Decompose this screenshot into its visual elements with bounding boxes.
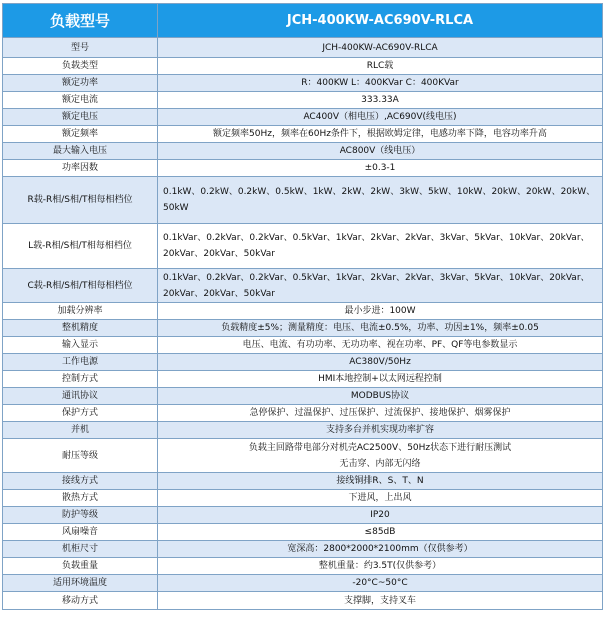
spec-value: IP20 <box>158 507 603 524</box>
spec-value: HMI本地控制+以太网远程控制 <box>158 371 603 388</box>
table-row <box>3 92 603 109</box>
spec-label: 额定功率 <box>3 75 158 92</box>
spec-value: 宽深高：2800*2000*2100mm（仅供参考） <box>158 541 603 558</box>
spec-body <box>3 38 603 610</box>
spec-value: 下进风，上出风 <box>158 490 603 507</box>
spec-table <box>2 3 603 610</box>
spec-label: C载-R相/S相/T相每相档位 <box>3 269 158 303</box>
table-row <box>3 388 603 405</box>
spec-label: 负载类型 <box>3 58 158 75</box>
header-label: 负载型号 <box>3 4 158 38</box>
table-row <box>3 160 603 177</box>
spec-label: 负载重量 <box>3 558 158 575</box>
spec-label: R载-R相/S相/T相每相档位 <box>3 177 158 224</box>
spec-label: 输入显示 <box>3 337 158 354</box>
table-header-row <box>3 4 603 38</box>
spec-value: -20°C~50°C <box>158 575 603 592</box>
spec-value: 急停保护、过温保护、过压保护、过流保护、接地保护、烟雾保护 <box>158 405 603 422</box>
spec-label: 防护等级 <box>3 507 158 524</box>
spec-label: 额定电压 <box>3 109 158 126</box>
table-row <box>3 541 603 558</box>
table-row <box>3 575 603 592</box>
spec-label: 额定频率 <box>3 126 158 143</box>
spec-label: 移动方式 <box>3 592 158 610</box>
spec-value: 333.33A <box>158 92 603 109</box>
spec-label: 额定电流 <box>3 92 158 109</box>
table-row <box>3 126 603 143</box>
spec-value: 额定频率50Hz，频率在60Hz条件下，根据欧姆定律，电感功率下降，电容功率升高 <box>158 126 603 143</box>
spec-value: JCH-400KW-AC690V-RLCA <box>158 38 603 58</box>
table-row <box>3 320 603 337</box>
table-row <box>3 354 603 371</box>
table-row <box>3 592 603 610</box>
spec-label: 风扇噪音 <box>3 524 158 541</box>
table-row <box>3 75 603 92</box>
spec-value: AC380V/50Hz <box>158 354 603 371</box>
spec-label: 适用环境温度 <box>3 575 158 592</box>
spec-value: 0.1kW、0.2kW、0.2kW、0.5kW、1kW、2kW、2kW、3kW、5kW、10kW、20kW、20kW、20kW、50kW <box>158 177 603 224</box>
spec-label: 机柜尺寸 <box>3 541 158 558</box>
table-row <box>3 38 603 58</box>
table-row <box>3 269 603 303</box>
table-row <box>3 109 603 126</box>
spec-value: 最小步进：100W <box>158 303 603 320</box>
table-row <box>3 177 603 224</box>
spec-value: MODBUS协议 <box>158 388 603 405</box>
table-row <box>3 371 603 388</box>
spec-label: 散热方式 <box>3 490 158 507</box>
spec-value: 整机重量：约3.5T(仅供参考） <box>158 558 603 575</box>
spec-label: 型号 <box>3 38 158 58</box>
table-row <box>3 422 603 439</box>
spec-value: 0.1kVar、0.2kVar、0.2kVar、0.5kVar、1kVar、2kVar、2kVar、3kVar、5kVar、10kVar、20kVar、20kVar、20kVar、50kVar <box>158 224 603 269</box>
spec-value: 负载精度±5%；测量精度：电压、电流±0.5%，功率、功因±1%，频率±0.05 <box>158 320 603 337</box>
spec-value: 接线铜排R、S、T、N <box>158 473 603 490</box>
spec-value: ±0.3-1 <box>158 160 603 177</box>
header-model: JCH-400KW-AC690V-RLCA <box>158 4 603 38</box>
table-row <box>3 558 603 575</box>
table-row <box>3 524 603 541</box>
spec-value: AC800V（线电压） <box>158 143 603 160</box>
table-row <box>3 507 603 524</box>
spec-label: 整机精度 <box>3 320 158 337</box>
table-row <box>3 490 603 507</box>
spec-value: 支持多台并机实现功率扩容 <box>158 422 603 439</box>
spec-label: 加载分辨率 <box>3 303 158 320</box>
spec-label: 最大输入电压 <box>3 143 158 160</box>
spec-value: RLC载 <box>158 58 603 75</box>
spec-value: 支撑脚，支持叉车 <box>158 592 603 610</box>
spec-label: 工作电源 <box>3 354 158 371</box>
spec-label: 保护方式 <box>3 405 158 422</box>
spec-label: 控制方式 <box>3 371 158 388</box>
spec-value: 电压、电流、有功功率、无功功率、视在功率、PF、QF等电参数显示 <box>158 337 603 354</box>
spec-value: R：400KW L：400KVar C：400KVar <box>158 75 603 92</box>
spec-label: 功率因数 <box>3 160 158 177</box>
table-row <box>3 405 603 422</box>
table-row <box>3 473 603 490</box>
spec-value: AC400V（相电压）,AC690V(线电压) <box>158 109 603 126</box>
table-row <box>3 303 603 320</box>
table-row <box>3 58 603 75</box>
table-row <box>3 224 603 269</box>
table-row <box>3 143 603 160</box>
spec-label: L载-R相/S相/T相每相档位 <box>3 224 158 269</box>
spec-value: 0.1kVar、0.2kVar、0.2kVar、0.5kVar、1kVar、2kVar、2kVar、3kVar、5kVar、10kVar、20kVar、20kVar、20kVar、50kVar <box>158 269 603 303</box>
spec-label: 并机 <box>3 422 158 439</box>
spec-value: ≤85dB <box>158 524 603 541</box>
table-row <box>3 439 603 473</box>
spec-label: 接线方式 <box>3 473 158 490</box>
spec-label: 耐压等级 <box>3 439 158 473</box>
table-row <box>3 337 603 354</box>
spec-label: 通讯协议 <box>3 388 158 405</box>
spec-value: 负载主回路带电部分对机壳AC2500V、50Hz状态下进行耐压测试 无击穿、内部无闪络 <box>158 439 603 473</box>
